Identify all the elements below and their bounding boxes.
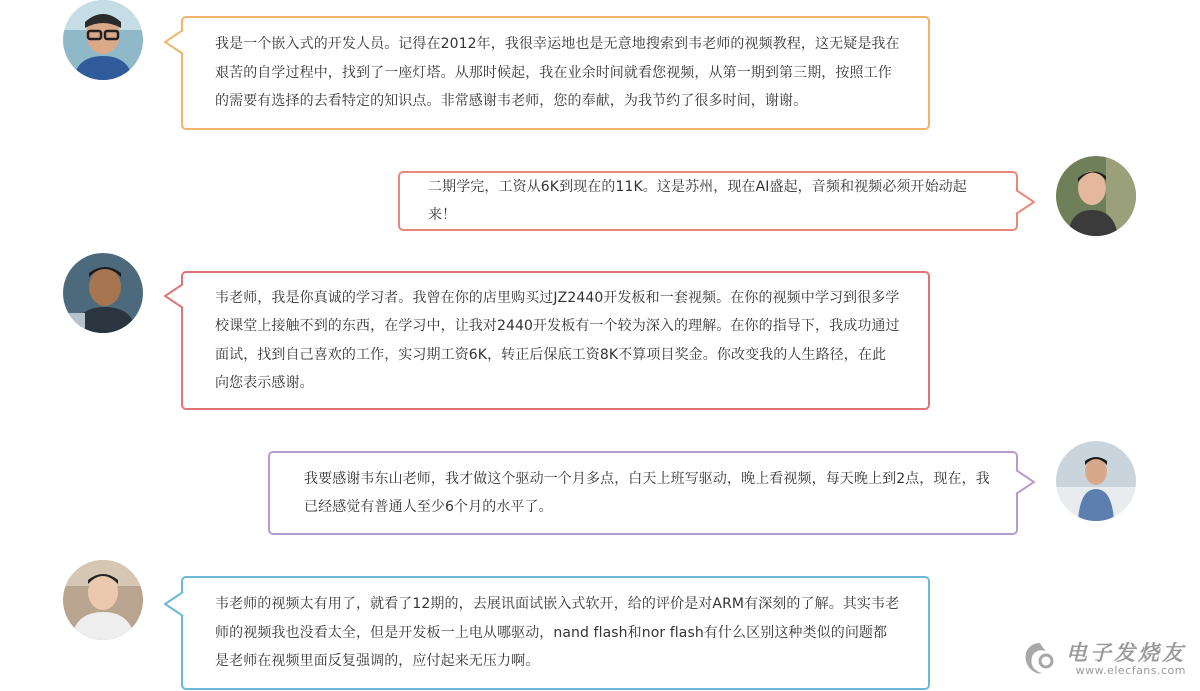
testimonial-text-2: 二期学完，工资从6K到现在的11K。这是苏州，现在AI盛起，音频和视频必须开始动起来！: [428, 178, 967, 223]
bubble-tail-right-2: [1015, 190, 1035, 214]
testimonial-bubble-3: [181, 271, 930, 410]
testimonial-bubble-2: [398, 171, 1018, 231]
person-avatar-icon: [63, 253, 143, 333]
site-watermark: [1020, 639, 1186, 679]
avatar-testimonial-2: [1056, 156, 1136, 236]
person-avatar-icon: [63, 0, 143, 80]
person-avatar-icon: [1056, 156, 1136, 236]
testimonial-bubble-4: [268, 451, 1018, 535]
testimonial-text-5: 韦老师的视频太有用了，就看了12期的，去展讯面试嵌入式软开，给的评价是对ARM有深刻的了解。其实韦老师的视频我也没看太全，但是开发板一上电从哪驱动，nand flash和nor flash有什么区别这种类似的问题都是老师在视频里面反复强调的，应付起来无压力啊。: [215, 596, 900, 670]
bubble-tail-left-3: [164, 284, 184, 308]
elecfans-logo-icon: [1020, 639, 1060, 679]
person-avatar-icon: [1056, 441, 1136, 521]
avatar-testimonial-3: [63, 253, 143, 333]
testimonial-bubble-5: [181, 576, 930, 690]
avatar-testimonial-5: [63, 560, 143, 640]
avatar-testimonial-4: [1056, 441, 1136, 521]
testimonial-bubble-1: [181, 16, 930, 130]
testimonial-text-3: 韦老师，我是你真诚的学习者。我曾在你的店里购买过JZ2440开发板和一套视频。在你的视频中学习到很多学校课堂上接触不到的东西，在学习中，让我对2440开发板有一个较为深入的理解。在你的指导下，我成功通过面试，找到自己喜欢的工作，实习期工资6K，转正后保底工资8K不算项目奖金。你改变我的人生路径，在此向您表示感谢。: [215, 289, 900, 391]
bubble-tail-left-1: [164, 30, 184, 54]
testimonial-text-1: 我是一个嵌入式的开发人员。记得在2012年，我很幸运地也是无意地搜索到韦老师的视频教程，这无疑是我在艰苦的自学过程中，找到了一座灯塔。从那时候起，我在业余时间就看您视频，从第一期到第三期，按照工作的需要有选择的去看特定的知识点。非常感谢韦老师，您的奉献，为我节约了很多时间，谢谢。: [215, 36, 900, 110]
testimonial-text-4: 我要感谢韦东山老师，我才做这个驱动一个月多点，白天上班写驱动，晚上看视频，每天晚上到2点，现在，我已经感觉有普通人至少6个月的水平了。: [304, 470, 990, 515]
watermark-url: www.elecfans.com: [1075, 664, 1186, 677]
bubble-tail-right-4: [1015, 470, 1035, 494]
person-avatar-icon: [63, 560, 143, 640]
avatar-testimonial-1: [63, 0, 143, 80]
watermark-site-name: 电子发烧友: [1066, 641, 1186, 665]
bubble-tail-left-5: [164, 592, 184, 616]
